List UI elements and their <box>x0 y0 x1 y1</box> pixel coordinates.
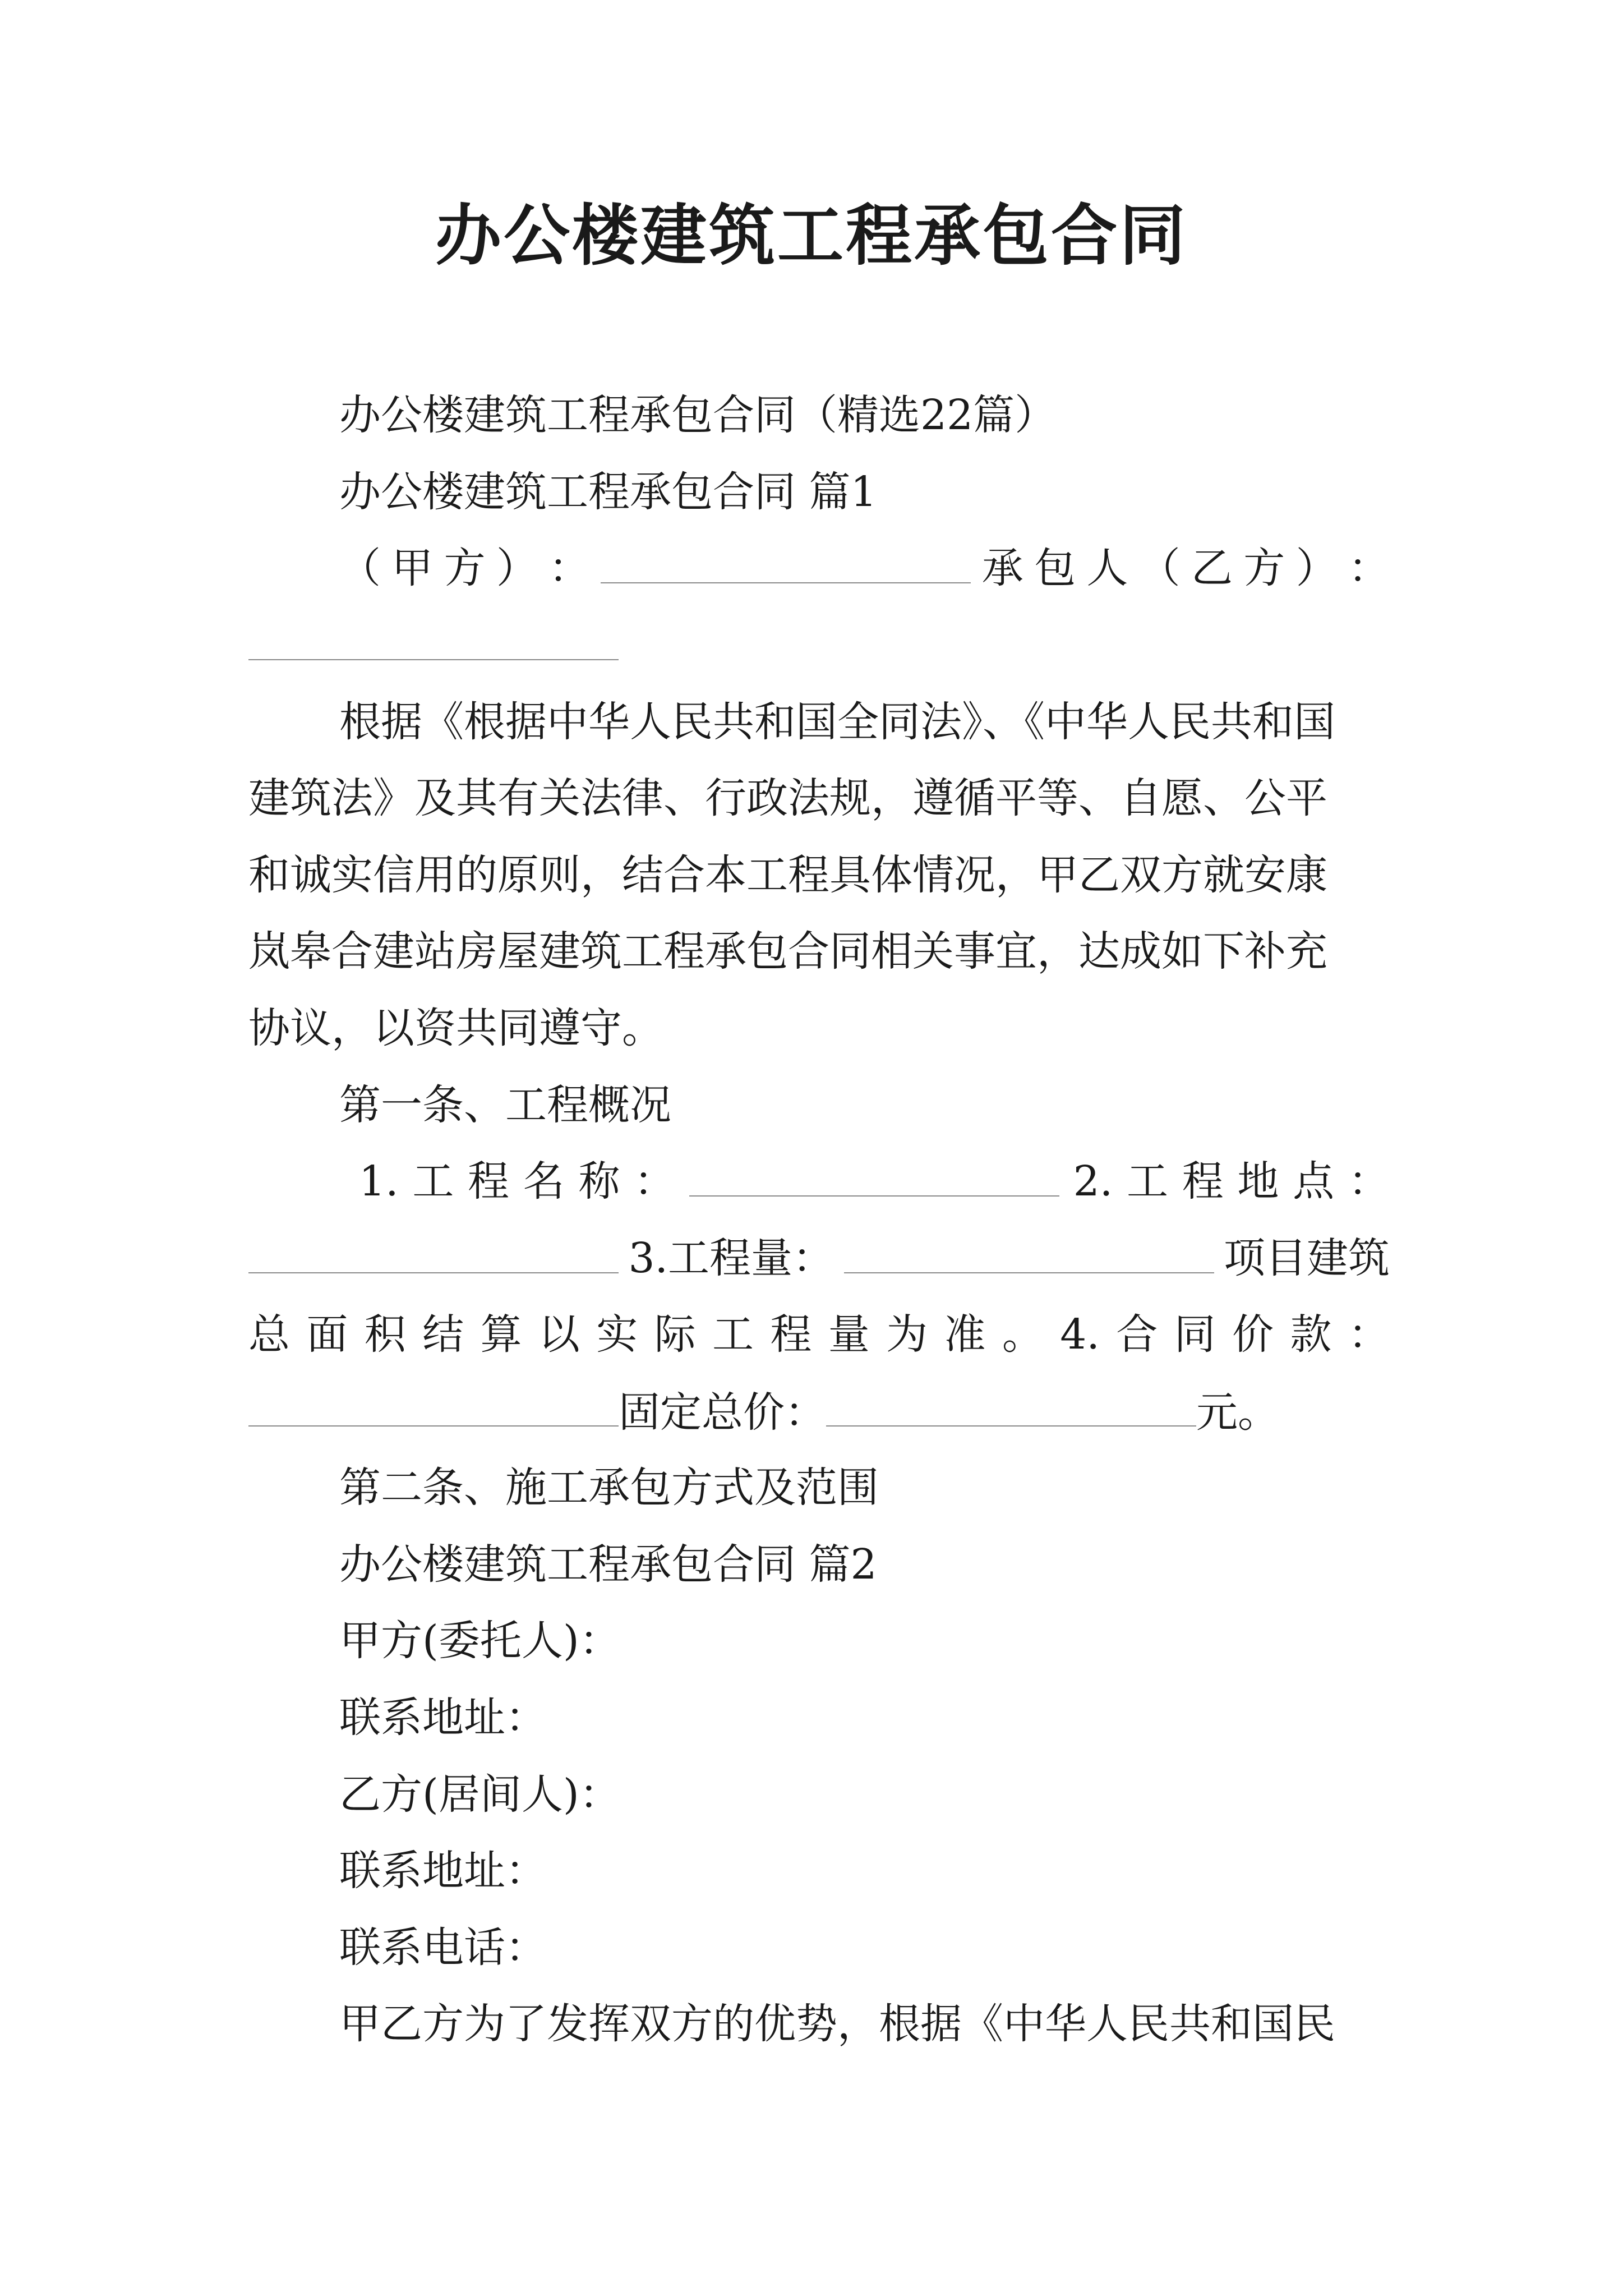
party-a-char: （ <box>339 544 381 592</box>
party-b-blank-line <box>248 614 619 677</box>
item1-char: 称 <box>578 1157 620 1205</box>
quantity-blank <box>844 1227 1214 1273</box>
party-a-char: ） <box>496 544 538 592</box>
article2-heading: 第二条、施工承包方式及范围 <box>339 1464 879 1512</box>
item2-char: 点 <box>1293 1157 1335 1205</box>
area-char: 价 <box>1232 1310 1274 1359</box>
preamble-line: 和诚实信用的原则，结合本工程具体情况，甲乙双方就安康 <box>248 851 1327 899</box>
party-a-char: ： <box>548 544 591 592</box>
area-char: 合 <box>1116 1310 1158 1359</box>
currency-unit: 元。 <box>1196 1388 1279 1437</box>
item2-char: 2. <box>1073 1157 1113 1205</box>
item2-char: ： <box>1348 1157 1390 1205</box>
item2-char: 地 <box>1237 1157 1279 1205</box>
area-char: 实 <box>596 1310 638 1359</box>
contact-address-field: 联系地址： <box>339 1847 547 1895</box>
party-b-blank <box>248 614 619 660</box>
party-b-char: 乙 <box>1191 544 1233 592</box>
area-char: 总 <box>248 1310 290 1359</box>
preamble-line: 协议，以资共同遵守。 <box>248 1004 663 1052</box>
area-char: 量 <box>828 1310 870 1359</box>
contract-price-blank <box>248 1381 619 1427</box>
party-b-char: ： <box>1348 544 1390 592</box>
party-line <box>339 537 1390 599</box>
item1-char: 程 <box>468 1157 510 1205</box>
party-a-blank <box>601 537 971 583</box>
party-b-field: 乙方(居间人)： <box>339 1770 621 1819</box>
party-a-char: 甲 <box>391 544 434 592</box>
document-subtitle: 办公楼建筑工程承包合同（精选22篇） <box>339 391 1057 439</box>
party-b-char: ） <box>1295 544 1338 592</box>
party-b-char: 方 <box>1243 544 1285 592</box>
project-name-blank <box>689 1151 1059 1197</box>
area-char: ： <box>1348 1310 1390 1359</box>
fixed-price-label: 固定总价： <box>619 1388 826 1437</box>
item1-char: 1. <box>359 1157 399 1205</box>
fixed-price-line <box>248 1381 1279 1443</box>
contact-address-field: 联系地址： <box>339 1694 547 1742</box>
area-char: 算 <box>480 1310 522 1359</box>
area-char: 程 <box>770 1310 812 1359</box>
project-location-blank <box>248 1227 619 1273</box>
fixed-price-blank <box>826 1381 1196 1427</box>
area-char: 结 <box>422 1310 464 1359</box>
area-char: 面 <box>306 1310 348 1359</box>
area-settlement-line <box>248 1304 1390 1365</box>
party-b-char: 人 <box>1086 544 1128 592</box>
item1-char: 工 <box>412 1157 454 1205</box>
contact-phone-field: 联系电话： <box>339 1924 547 1972</box>
party-a-field: 甲方(委托人)： <box>339 1617 621 1665</box>
area-char: 4. <box>1060 1310 1100 1359</box>
article1-heading: 第一条、工程概况 <box>339 1081 671 1129</box>
preamble-line: 根据《根据中华人民共和国全同法》、《中华人民共和国 <box>339 698 1335 746</box>
quantity-suffix: 项目建筑 <box>1223 1234 1390 1282</box>
area-char: 同 <box>1174 1310 1216 1359</box>
area-char: 为 <box>886 1310 928 1359</box>
part1-heading: 办公楼建筑工程承包合同 篇1 <box>339 468 877 516</box>
item2-char: 工 <box>1126 1157 1168 1205</box>
area-char: 以 <box>538 1310 580 1359</box>
area-char: 准 <box>944 1310 986 1359</box>
part2-intro: 甲乙方为了发挥双方的优势，根据《中华人民共和国民 <box>339 2000 1335 2048</box>
party-a-char: 方 <box>444 544 486 592</box>
item2-char: 程 <box>1182 1157 1224 1205</box>
party-b-char: （ <box>1138 544 1181 592</box>
area-char: 积 <box>364 1310 406 1359</box>
area-char: 。 <box>1002 1310 1044 1359</box>
area-char: 款 <box>1290 1310 1332 1359</box>
party-b-char: 包 <box>1034 544 1076 592</box>
preamble-line: 建筑法》及其有关法律、行政法规，遵循平等、自愿、公平 <box>248 774 1327 822</box>
preamble-line: 岚皋合建站房屋建筑工程承包合同相关事宜，达成如下补充 <box>248 927 1327 976</box>
part2-heading: 办公楼建筑工程承包合同 篇2 <box>339 1540 877 1589</box>
area-char: 际 <box>654 1310 696 1359</box>
party-b-char: 承 <box>981 544 1023 592</box>
area-char: 工 <box>712 1310 754 1359</box>
item1-char: 名 <box>523 1157 565 1205</box>
document-title: 办公楼建筑工程承包合同 <box>435 196 1188 274</box>
item1-char: ： <box>634 1157 676 1205</box>
project-quantity-line <box>248 1227 1390 1289</box>
project-name-location-line <box>359 1151 1390 1212</box>
quantity-label: 3.工程量： <box>628 1234 834 1282</box>
